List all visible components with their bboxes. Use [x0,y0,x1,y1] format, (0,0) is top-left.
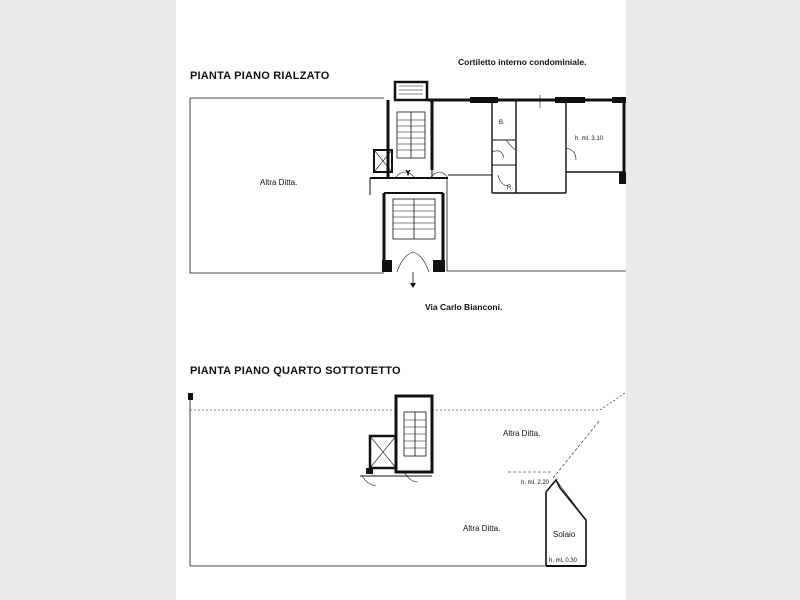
bottom-other-company-label-2: Altra Ditta. [463,524,501,533]
attic-label: Solaio [553,530,576,539]
top-plan-walls [190,82,626,288]
bottom-height-bottom-label: h. ml. 0.30 [549,558,578,564]
room-b-label: B. [499,120,505,126]
bottom-plan-title: PIANTA PIANO QUARTO SOTTOTETTO [190,365,401,377]
top-other-company-label: Altra Ditta. [260,178,298,187]
room-r-label: R. [507,185,513,191]
street-label: Via Carlo Bianconi. [425,302,503,312]
bottom-height-top-label: h. ml. 2.20 [521,480,550,486]
bottom-other-company-label-1: Altra Ditta. [503,429,541,438]
svg-text:Y: Y [406,171,411,177]
top-height-label: h. ml. 3.10 [575,136,604,142]
bottom-plan-walls [188,393,625,566]
courtyard-label: Cortiletto interno condominiale. [458,57,587,67]
top-plan-title: PIANTA PIANO RIALZATO [190,70,330,82]
